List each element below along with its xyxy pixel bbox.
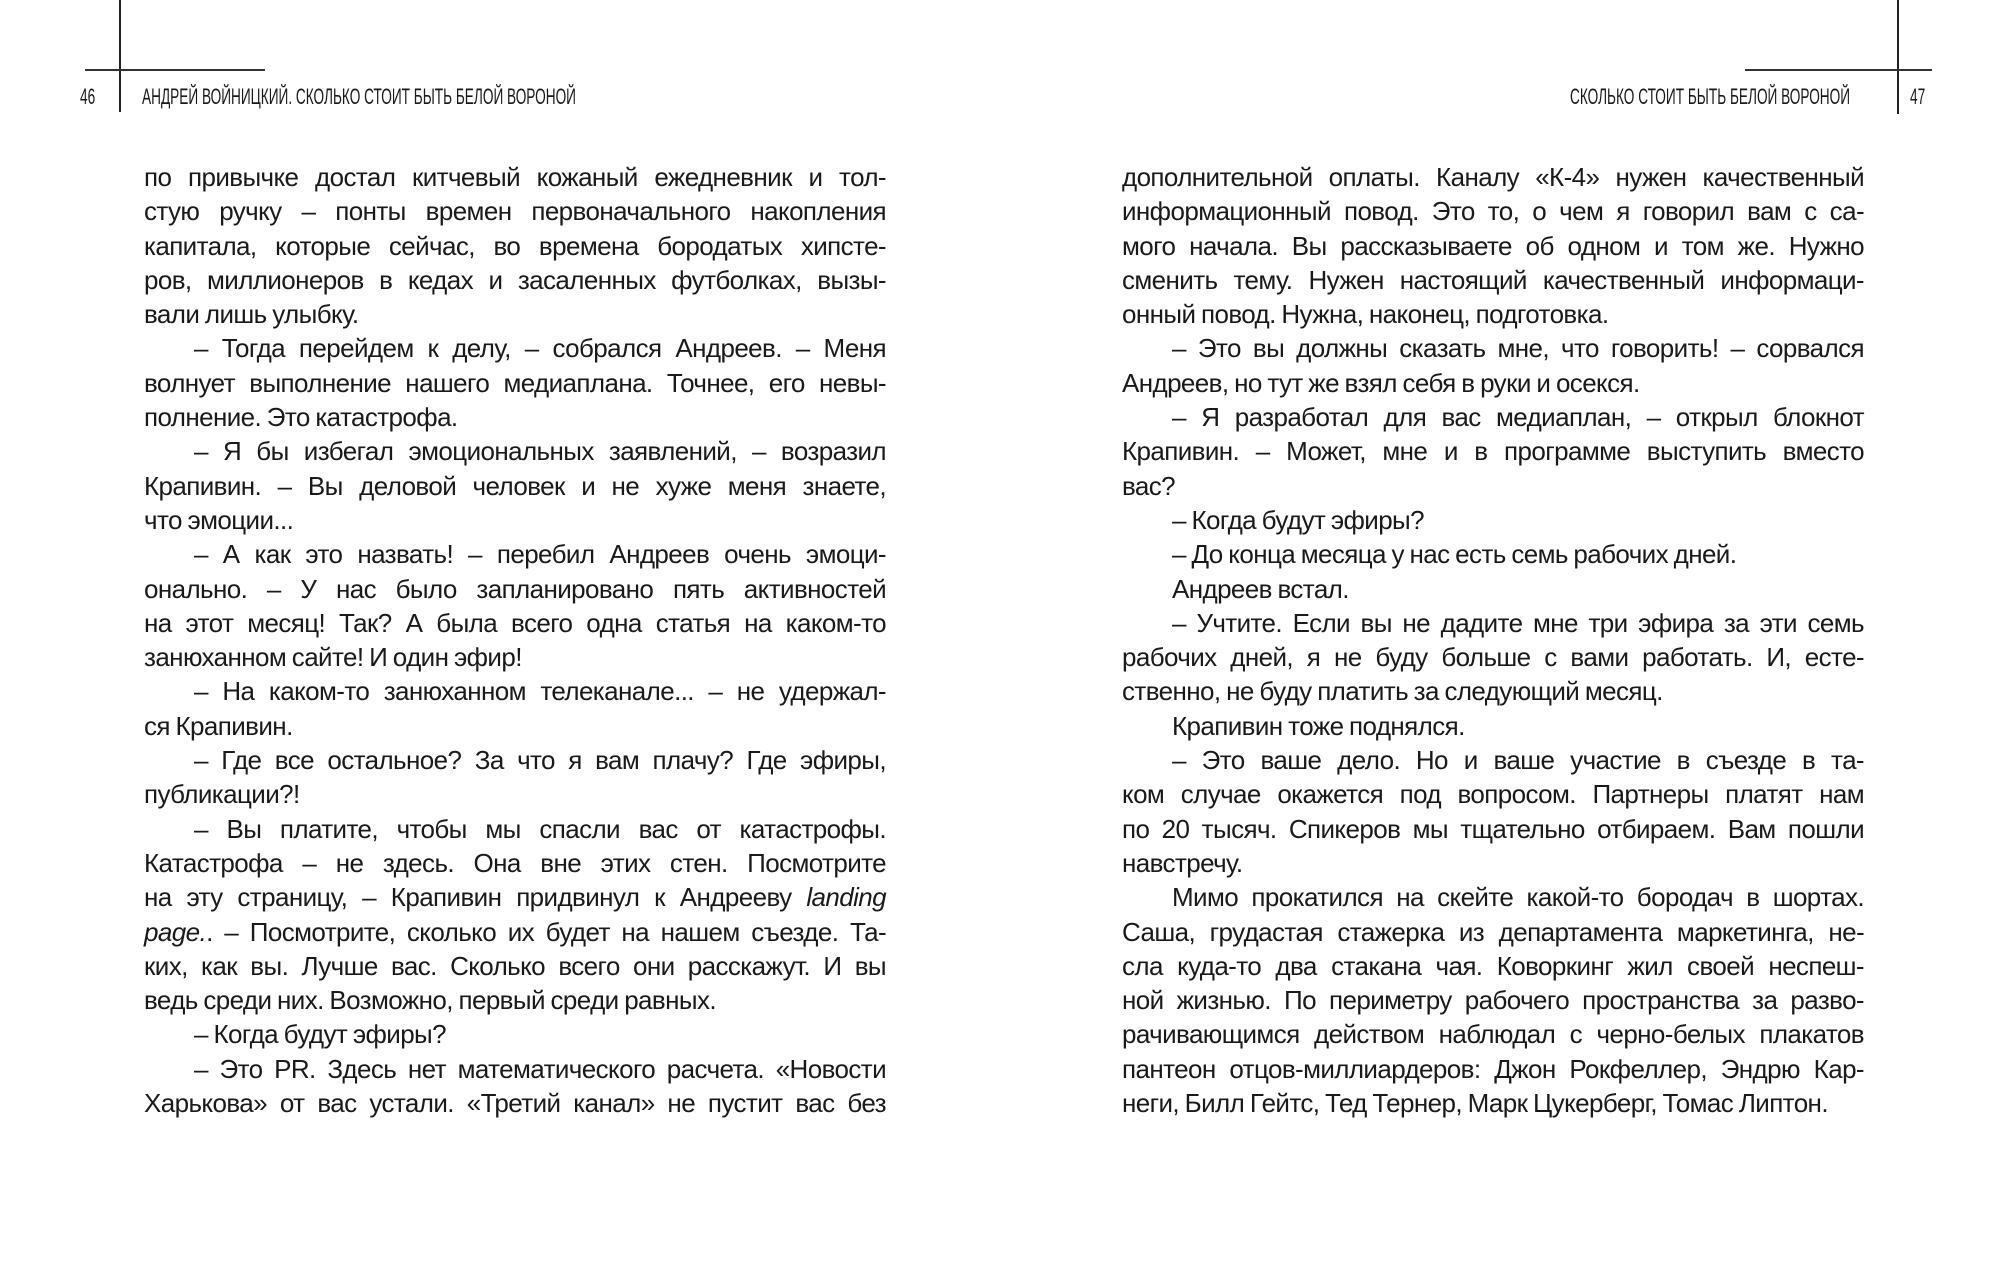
text-line: капитала, которые сейчас, во времена бородатых хипсте-	[144, 230, 886, 261]
text-line: рабочих дней, я не буду больше с вами работать. И, есте-	[1122, 642, 1864, 673]
text-line: полнение. Это катастрофа.	[144, 402, 458, 433]
text-line: по 20 тысяч. Спикеров мы тщательно отбираем. Вам пошли	[1122, 813, 1864, 844]
running-head: АНДРЕЙ ВОЙНИЦКИЙ. СКОЛЬКО СТОИТ БЫТЬ БЕЛОЙ ВОРОНОЙ	[142, 84, 576, 109]
crop-mark-vertical	[1897, 0, 1899, 114]
text-line: ких, как вы. Лучше вас. Сколько всего они расскажут. И вы	[144, 950, 886, 981]
text-line: навстречу.	[1122, 847, 1243, 878]
text-line: информационный повод. Это то, о чем я говорил вам с са-	[1122, 196, 1864, 227]
text-column	[144, 160, 886, 1120]
text-line: пантеон отцов-миллиардеров: Джон Рокфеллер, Эндрю Кар-	[1122, 1053, 1864, 1084]
crop-mark-horizontal	[85, 69, 265, 71]
text-line: – Тогда перейдем к делу, – собрался Андреев. – Меня	[194, 333, 886, 364]
text-line: мого начала. Вы рассказываете об одном и том же. Нужно	[1122, 230, 1864, 261]
text-line: ной жизнью. По периметру рабочего пространства за разво-	[1122, 985, 1864, 1016]
text-line	[144, 880, 886, 914]
text-line: вас?	[1122, 470, 1176, 501]
text-line: волнует выполнение нашего медиаплана. Точнее, его невы-	[144, 367, 886, 398]
text-line: Саша, грудастая стажерка из департамента маркетинга, не-	[1122, 916, 1864, 947]
text-line: сменить тему. Нужен настоящий качественный информаци-	[1122, 264, 1864, 295]
text-line: публикации?!	[144, 779, 300, 810]
text-line: Мимо прокатился на скейте какой-то бородач в шортах.	[1172, 882, 1864, 913]
text-segment: на эту страницу, – Крапивин придвинул к Андрееву	[144, 882, 807, 913]
text-line: – Я бы избегал эмоциональных заявлений, – возразил	[194, 436, 886, 467]
text-line: – Это вы должны сказать мне, что говорить! – сорвался	[1172, 333, 1864, 364]
text-line: занюханном сайте! И один эфир!	[144, 642, 522, 673]
text-line: ком случае окажется под вопросом. Партнеры платят нам	[1122, 779, 1864, 810]
text-line: Крапивин. – Вы деловой человек и не хуже меня знаете,	[144, 470, 886, 501]
text-line: сла куда-то два стакана чая. Коворкинг жил своей неспеш-	[1122, 950, 1864, 981]
italic-term: landing	[806, 882, 886, 913]
text-line: онально. – У нас было запланировано пять активностей	[144, 573, 886, 604]
text-line: рачивающимся действом наблюдал с черно-белых плакатов	[1122, 1019, 1864, 1050]
text-segment: . – Посмотрите, сколько их будет на нашем съезде. Та-	[206, 916, 886, 947]
text-line: – А как это назвать! – перебил Андреев очень эмоци-	[194, 539, 886, 570]
text-line: на этот месяц! Так? А была всего одна статья на каком-то	[144, 607, 886, 638]
text-line: Крапивин тоже поднялся.	[1172, 710, 1465, 741]
text-line: – Когда будут эфиры?	[194, 1019, 447, 1050]
text-line: ров, миллионеров в кедах и засаленных футболках, вызы-	[144, 264, 886, 295]
running-head: СКОЛЬКО СТОИТ БЫТЬ БЕЛОЙ ВОРОНОЙ	[1570, 84, 1851, 109]
text-line: – До конца месяца у нас есть семь рабочих дней.	[1172, 539, 1737, 570]
text-line	[144, 915, 886, 949]
text-line: ственно, не буду платить за следующий месяц.	[1122, 676, 1663, 707]
text-line: ся Крапивин.	[144, 710, 293, 741]
text-line: что эмоции...	[144, 504, 294, 535]
text-line: Андреев, но тут же взял себя в руки и осекся.	[1122, 367, 1640, 398]
text-line: ведь среди них. Возможно, первый среди равных.	[144, 985, 716, 1016]
text-line: стую ручку – понты времен первоначального накопления	[144, 196, 886, 227]
text-column	[1122, 160, 1864, 1120]
text-line: Катастрофа – не здесь. Она вне этих стен. Посмотрите	[144, 847, 886, 878]
text-line: дополнительной оплаты. Каналу «К-4» нужен качественный	[1122, 162, 1864, 192]
text-line: Андреев встал.	[1172, 573, 1349, 604]
right-page	[1000, 0, 2000, 1269]
crop-mark-horizontal	[1745, 69, 1932, 71]
crop-mark-vertical	[119, 0, 121, 112]
text-line: – Учтите. Если вы не дадите мне три эфира за эти семь	[1172, 607, 1864, 638]
italic-term: page.	[144, 916, 207, 947]
text-line: неги, Билл Гейтс, Тед Тернер, Марк Цукерберг, Томас Липтон.	[1122, 1088, 1828, 1119]
text-line: Крапивин. – Может, мне и в программе выступить вместо	[1122, 436, 1864, 467]
text-line: Харькова» от вас устали. «Третий канал» не пустит вас без	[144, 1088, 886, 1119]
text-line: вали лишь улыбку.	[144, 299, 359, 330]
text-line: – Вы платите, чтобы мы спасли вас от катастрофы.	[194, 813, 886, 844]
text-line: – На каком-то занюханном телеканале... – не удержал-	[194, 676, 886, 707]
text-line: – Это ваше дело. Но и ваше участие в съезде в та-	[1172, 745, 1864, 776]
text-line: – Где все остальное? За что я вам плачу? Где эфиры,	[194, 745, 886, 776]
page-number: 47	[1910, 84, 1926, 109]
text-line: – Я разработал для вас медиаплан, – открыл блокнот	[1172, 402, 1864, 433]
page-number: 46	[80, 84, 96, 109]
text-line: по привычке достал китчевый кожаный ежедневник и тол-	[144, 162, 886, 192]
text-line: – Это PR. Здесь нет математического расчета. «Новости	[194, 1053, 886, 1084]
text-line: – Когда будут эфиры?	[1172, 504, 1425, 535]
text-line: онный повод. Нужна, наконец, подготовка.	[1122, 299, 1609, 330]
